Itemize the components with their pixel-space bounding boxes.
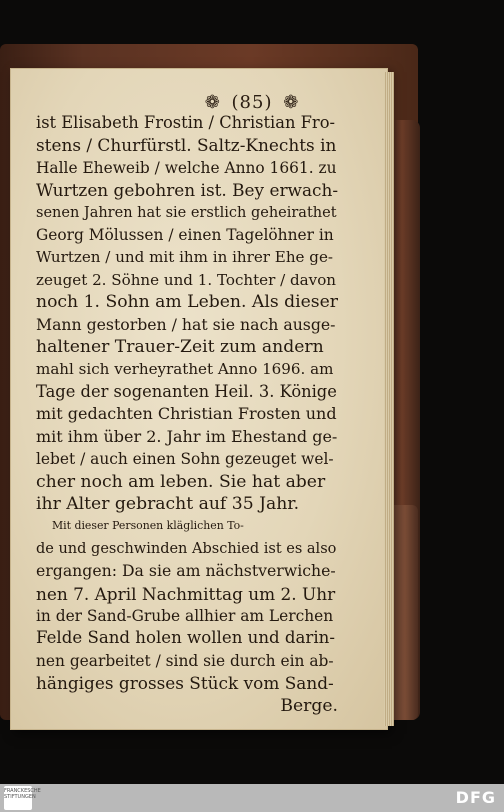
text-line: Wurtzen gebohren ist. Bey erwach- [36, 180, 339, 201]
text-line: hängiges grosses Stück vom Sand- [36, 673, 334, 694]
text-line: de und geschwinden Abschied ist es also [36, 540, 337, 557]
text-line: Wurtzen / und mit ihm in ihrer Ehe ge- [36, 248, 333, 267]
text-line: ist Elisabeth Frostin / Christian Fro- [36, 113, 336, 132]
text-line: noch 1. Sohn am Leben. Als dieser [36, 292, 338, 313]
text-line: mahl sich verheyrathet Anno 1696. am [36, 360, 334, 379]
text-line: ergangen: Da sie am nächstverwiche- [36, 561, 336, 581]
viewer-footer-bar [0, 784, 504, 812]
text-line: mit gedachten Christian Frosten und [36, 404, 337, 424]
text-line: Tage der sogenanten Heil. 3. Könige [36, 381, 337, 401]
page-text [36, 112, 338, 717]
text-line: zeuget 2. Söhne und 1. Tochter / davon [36, 270, 337, 289]
text-line: senen Jahren hat sie erstlich geheirathet [36, 204, 337, 221]
text-line: nen gearbeitet / sind sie durch ein ab- [36, 651, 334, 670]
text-line: Felde Sand holen wollen und darin- [36, 628, 335, 648]
dfg-logo: DFG [455, 788, 496, 807]
text-line: nen 7. April Nachmittag um 2. Uhr [36, 583, 336, 604]
page-header [0, 92, 504, 113]
ornament-icon: ❁ [204, 92, 221, 113]
text-line: Halle Eheweib / welche Anno 1661. zu [36, 158, 337, 177]
text-line: Mit dieser Personen kläglichen To- [52, 519, 244, 533]
page-stack-edge [384, 72, 394, 726]
page-number: (85) [231, 92, 273, 113]
book-cover-patch [392, 505, 418, 720]
ornament-icon: ❁ [283, 92, 300, 113]
text-line: Georg Mölussen / einen Tagelöhner in [36, 226, 334, 245]
text-line: haltener Trauer-Zeit zum andern [36, 337, 324, 358]
text-line: ihr Alter gebracht auf 35 Jahr. [36, 493, 300, 514]
text-line: mit ihm über 2. Jahr im Ehestand ge- [36, 426, 338, 446]
text-line: Mann gestorben / hat sie nach ausge- [36, 314, 336, 334]
library-logo: FRANCKESCHE STIFTUNGEN [4, 786, 32, 810]
text-line: stens / Churfürstl. Saltz-Knechts in [36, 135, 337, 156]
text-line: lebet / auch einen Sohn gezeuget wel- [36, 450, 334, 469]
text-line: in der Sand-Grube allhier am Lerchen [36, 606, 334, 625]
text-line: cher noch am leben. Sie hat aber [36, 471, 326, 492]
text-line: Berge. [280, 695, 338, 716]
